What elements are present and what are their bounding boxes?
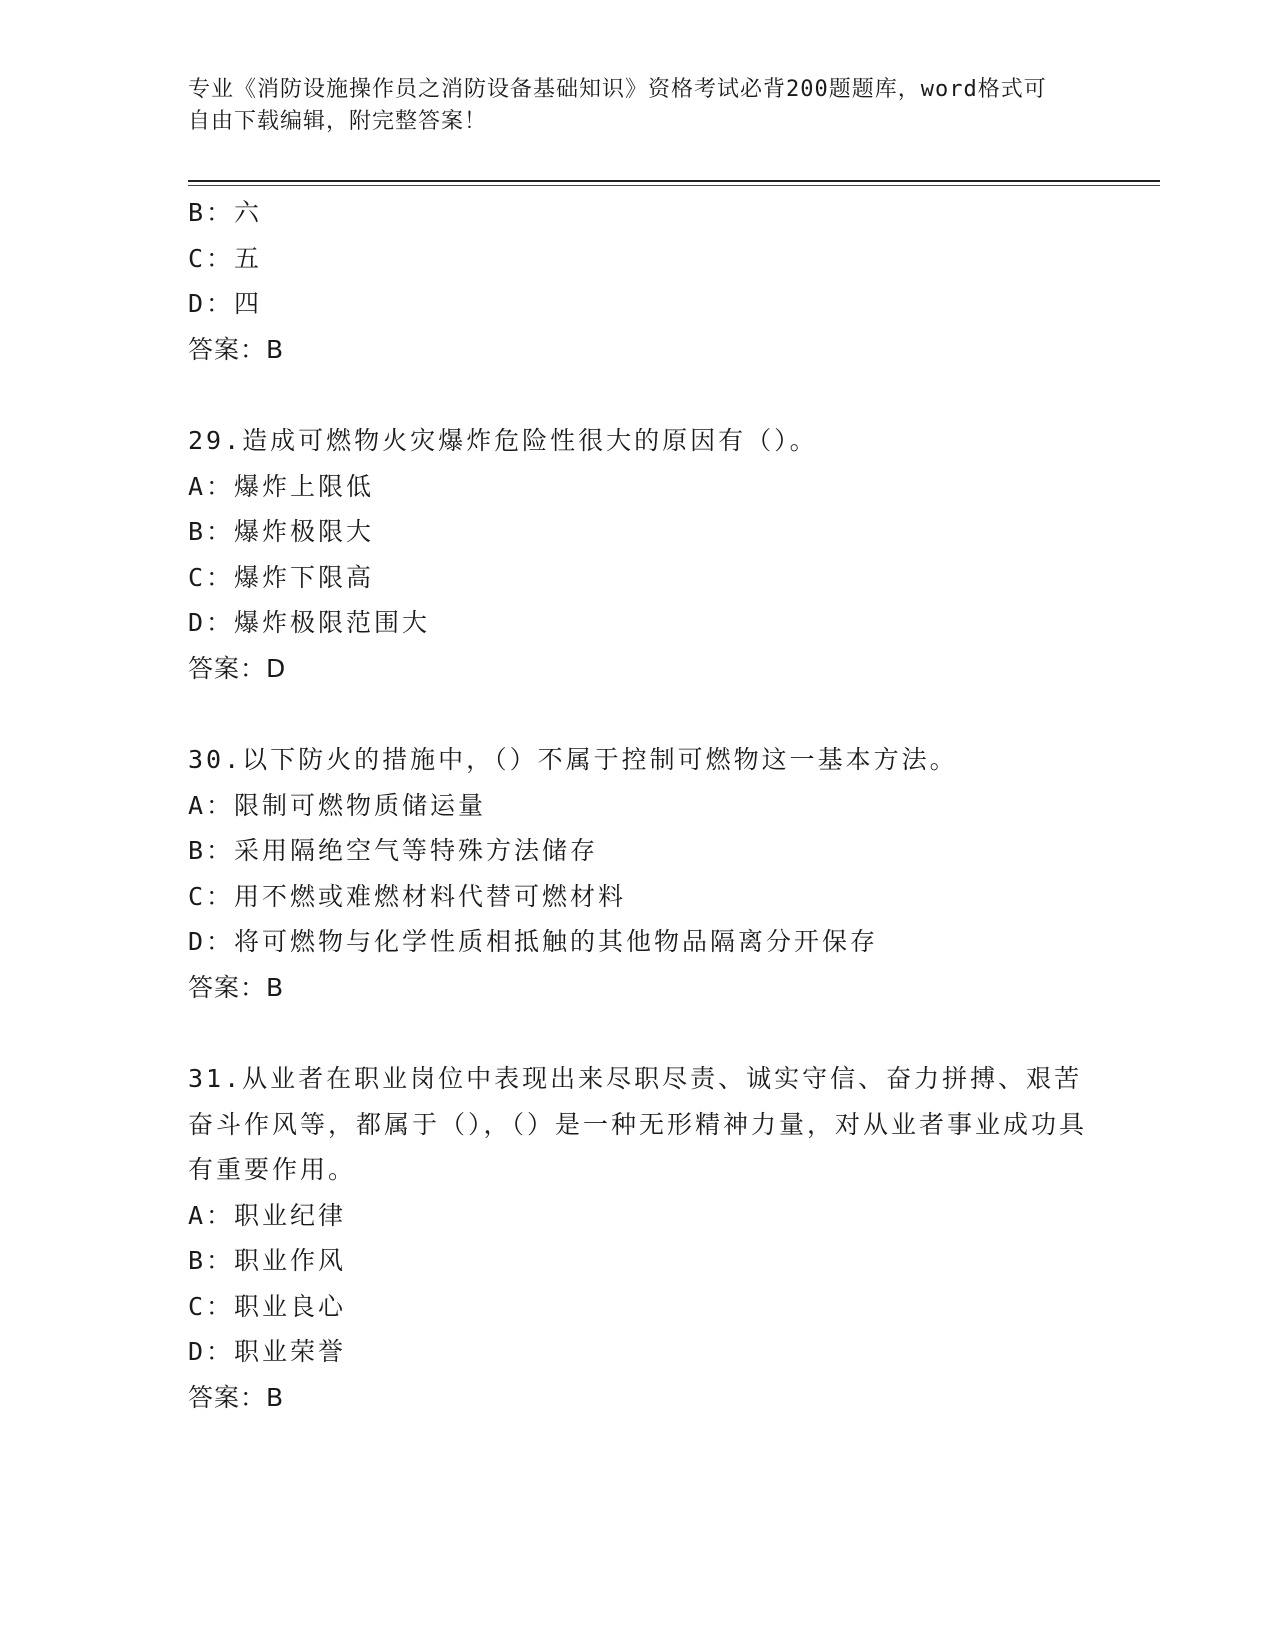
option-c: C：用不燃或难燃材料代替可燃材料 — [188, 881, 627, 911]
option-b: B：六 — [188, 198, 263, 227]
option-a: A：爆炸上限低 — [188, 471, 375, 501]
option-c: C：爆炸下限高 — [188, 562, 375, 592]
answer-line: 答案：D — [188, 653, 287, 683]
question-content — [188, 190, 1088, 1420]
header-rule-thick — [188, 180, 1160, 182]
option-c: C：职业良心 — [188, 1291, 347, 1321]
answer-line: 答案：B — [188, 972, 285, 1002]
question-text: 30.以下防火的措施中，（）不属于控制可燃物这一基本方法。 — [188, 745, 958, 774]
question-29-block — [188, 418, 1088, 691]
answer-line: 答案：B — [188, 334, 285, 364]
option-b: B：爆炸极限大 — [188, 517, 375, 546]
question-30-block — [188, 737, 1088, 1010]
question-text: 31.从业者在职业岗位中表现出来尽职尽责、诚实守信、奋力拼搏、艰苦奋斗作风等，都属于（），（）是一种无形精神力量，对从业者事业成功具有重要作用。 — [188, 1064, 1088, 1184]
question-text: 29.造成可燃物火灾爆炸危险性很大的原因有（）。 — [188, 426, 818, 455]
option-c: C：五 — [188, 243, 263, 273]
option-a: A：限制可燃物质储运量 — [188, 790, 487, 820]
answer-line: 答案：B — [188, 1382, 285, 1412]
prev-question-block — [188, 190, 1088, 372]
option-d: D：爆炸极限范围大 — [188, 608, 431, 637]
option-d: D：四 — [188, 289, 263, 318]
option-a: A：职业纪律 — [188, 1200, 347, 1230]
option-d: D：将可燃物与化学性质相抵触的其他物品隔离分开保存 — [188, 927, 879, 956]
header-rule-thin — [188, 185, 1160, 186]
document-header: 专业《消防设施操作员之消防设备基础知识》资格考试必背200题题库，word格式可自由下载编辑，附完整答案！ — [188, 77, 1047, 134]
option-b: B：采用隔绝空气等特殊方法储存 — [188, 836, 599, 865]
option-b: B：职业作风 — [188, 1246, 347, 1275]
option-d: D：职业荣誉 — [188, 1337, 347, 1366]
question-31-block — [188, 1056, 1088, 1420]
